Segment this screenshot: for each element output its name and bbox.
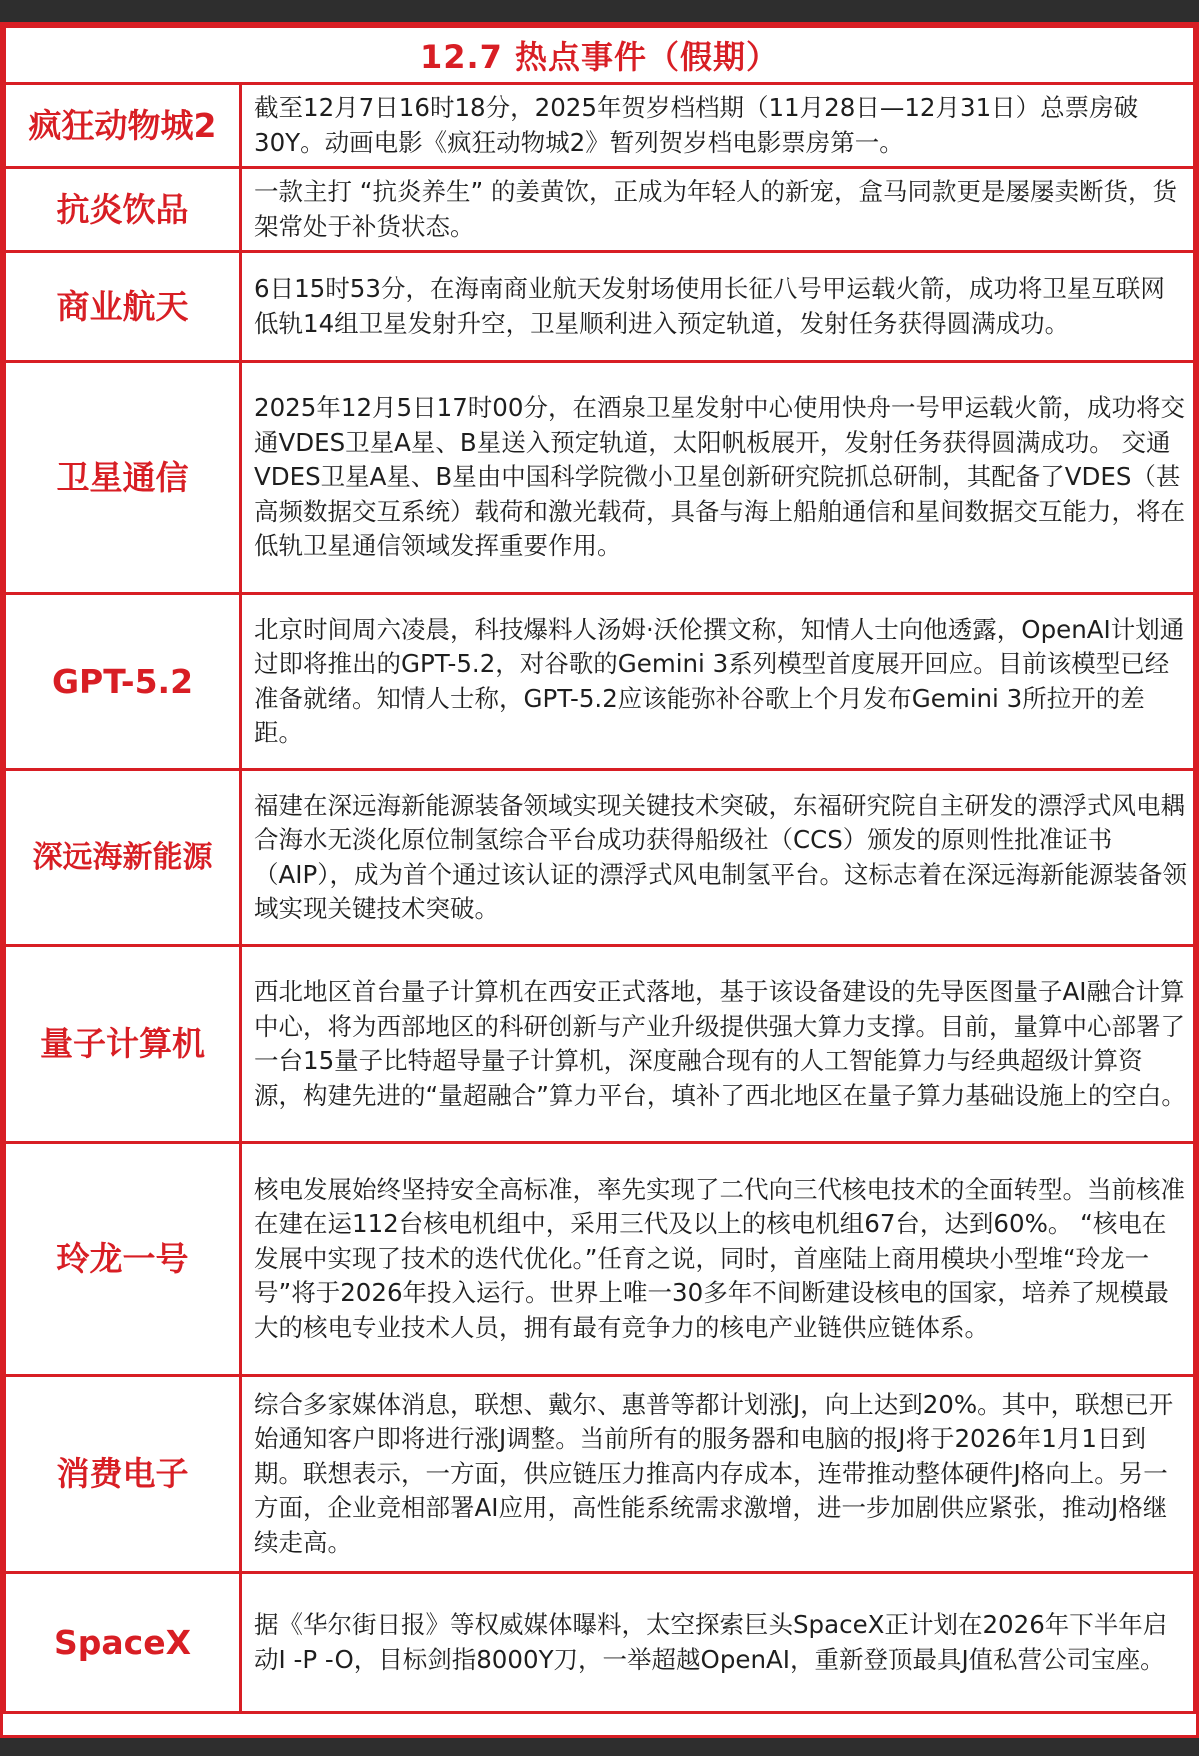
event-description: 综合多家媒体消息，联想、戴尔、惠普等都计划涨J，向上达到20%。其中，联想已开始通知客户即将进行涨J调整。当前所有的服务器和电脑的报J将于2026年1月1日到期。联想表示，一方面，供应链压力推高内存成本，连带推动整体硬件J格向上。另一方面，企业竞相部署AI应用，高性能系统需求激增，进一步加剧供应紧张，推动J格继续走高。	[241, 1376, 1195, 1573]
category-label: 商业航天	[5, 252, 241, 362]
event-description: 据《华尔街日报》等权威媒体曝料，太空探索巨头SpaceX正计划在2026年下半年启动I -P -O，目标剑指8000Y刀，一举超越OpenAI，重新登顶最具J值私营公司宝座。	[241, 1573, 1195, 1713]
page-title: 12.7 热点事件（假期）	[5, 27, 1195, 84]
event-description: 北京时间周六凌晨，科技爆料人汤姆·沃伦撰文称，知情人士向他透露，OpenAI计划通过即将推出的GPT-5.2，对谷歌的Gemini 3系列模型首度展开回应。目前该模型已经准备就绪。知情人士称，GPT-5.2应该能弥补谷歌上个月发布Gemini 3所拉开的差距。	[241, 594, 1195, 770]
table-row	[5, 946, 1195, 1143]
event-description: 西北地区首台量子计算机在西安正式落地，基于该设备建设的先导医图量子AI融合计算中心，将为西部地区的科研创新与产业升级提供强大算力支撑。目前，量算中心部署了一台15量子比特超导量子计算机，深度融合现有的人工智能算力与经典超级计算资源，构建先进的“量超融合”算力平台，填补了西北地区在量子算力基础设施上的空白。	[241, 946, 1195, 1143]
hot-events-table	[3, 25, 1196, 1714]
bottom-band	[0, 1738, 1199, 1756]
table-row	[5, 84, 1195, 168]
table-row	[5, 1376, 1195, 1573]
table-row	[5, 362, 1195, 594]
table-row	[5, 594, 1195, 770]
table-row	[5, 252, 1195, 362]
table-row	[5, 770, 1195, 946]
hot-events-sheet	[0, 22, 1199, 1738]
table-row	[5, 1573, 1195, 1713]
category-label: 深远海新能源	[5, 770, 241, 946]
category-label: SpaceX	[5, 1573, 241, 1713]
event-description: 一款主打 “抗炎养生” 的姜黄饮，正成为年轻人的新宠，盒马同款更是屡屡卖断货，货架常处于补货状态。	[241, 168, 1195, 252]
event-description: 2025年12月5日17时00分，在酒泉卫星发射中心使用快舟一号甲运载火箭，成功将交通VDES卫星A星、B星送入预定轨道，太阳帆板展开，发射任务获得圆满成功。 交通VDES卫星A星、B星由中国科学院微小卫星创新研究院抓总研制，其配备了VDES（甚高频数据交互系统）载荷和激光载荷，具备与海上船舶通信和星间数据交互能力，将在低轨卫星通信领域发挥重要作用。	[241, 362, 1195, 594]
event-description: 核电发展始终坚持安全高标准，率先实现了二代向三代核电技术的全面转型。当前核准在建在运112台核电机组中，采用三代及以上的核电机组67台，达到60%。 “核电在发展中实现了技术的迭代优化。”任育之说，同时，首座陆上商用模块小型堆“玲龙一号”将于2026年投入运行。世界上唯一30多年不间断建设核电的国家，培养了规模最大的核电专业技术人员，拥有最有竞争力的核电产业链供应链体系。	[241, 1143, 1195, 1376]
event-description: 福建在深远海新能源装备领域实现关键技术突破，东福研究院自主研发的漂浮式风电耦合海水无淡化原位制氢综合平台成功获得船级社（CCS）颁发的原则性批准证书（AIP），成为首个通过该认证的漂浮式风电制氢平台。这标志着在深远海新能源装备领域实现关键技术突破。	[241, 770, 1195, 946]
event-description: 6日15时53分，在海南商业航天发射场使用长征八号甲运载火箭，成功将卫星互联网低轨14组卫星发射升空，卫星顺利进入预定轨道，发射任务获得圆满成功。	[241, 252, 1195, 362]
table-row	[5, 168, 1195, 252]
category-label: GPT-5.2	[5, 594, 241, 770]
table-row	[5, 1143, 1195, 1376]
category-label: 卫星通信	[5, 362, 241, 594]
category-label: 抗炎饮品	[5, 168, 241, 252]
category-label: 消费电子	[5, 1376, 241, 1573]
category-label: 量子计算机	[5, 946, 241, 1143]
category-label: 疯狂动物城2	[5, 84, 241, 168]
event-description: 截至12月7日16时18分，2025年贺岁档档期（11月28日—12月31日）总票房破30Y。动画电影《疯狂动物城2》暂列贺岁档电影票房第一。	[241, 84, 1195, 168]
title-row	[5, 27, 1195, 84]
category-label: 玲龙一号	[5, 1143, 241, 1376]
